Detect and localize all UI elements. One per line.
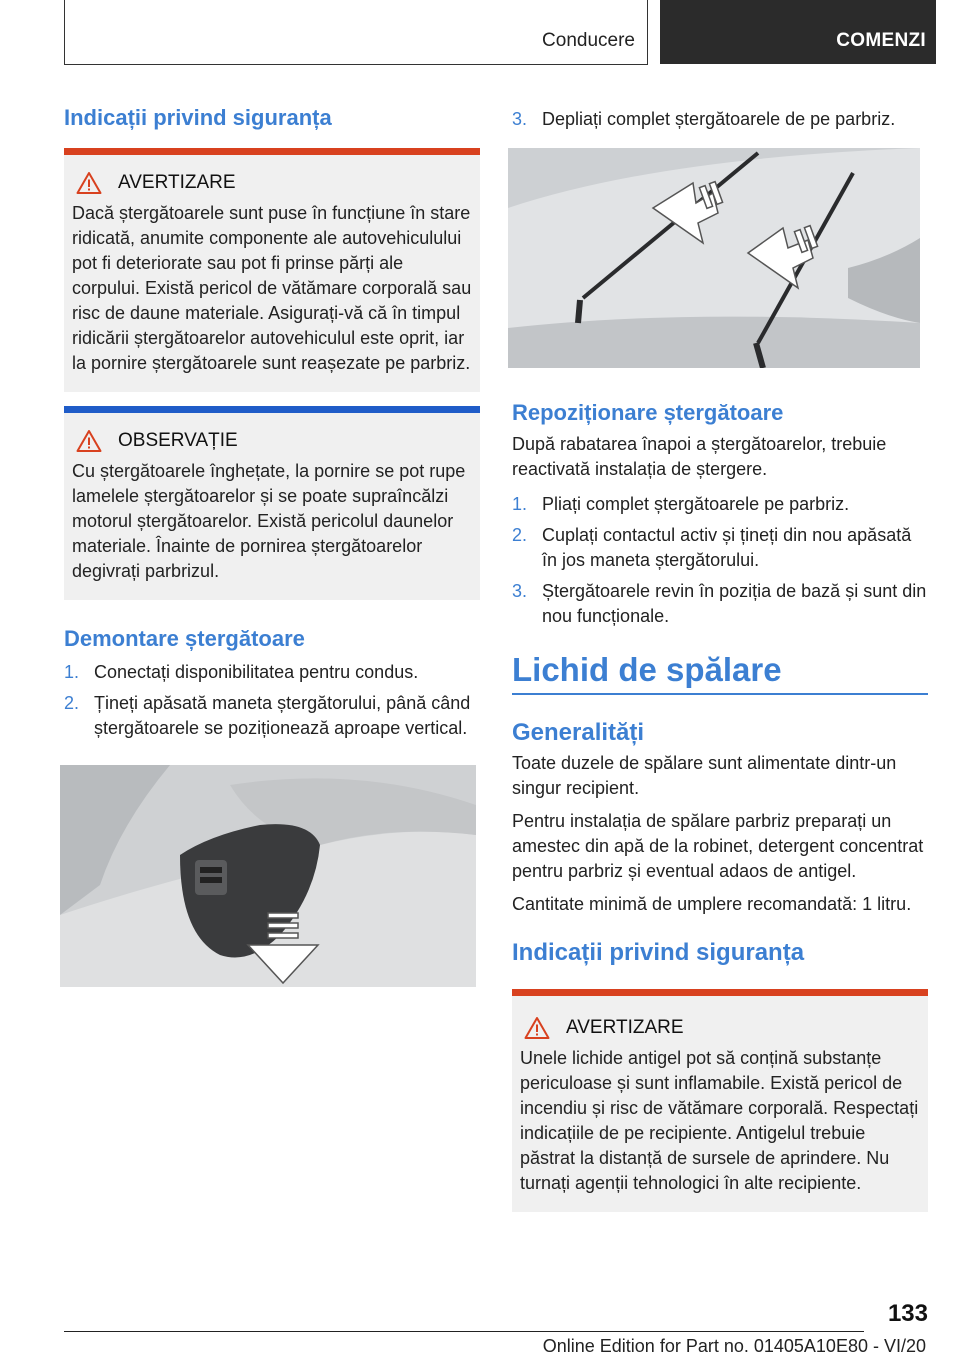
list-item <box>512 492 928 517</box>
general-paragraph-1: Toate duzele de spălare sunt alimentate dintr-un singur recipient. <box>512 753 897 798</box>
chapter-title: Lichid de spălare <box>512 651 782 688</box>
list-item <box>64 660 480 685</box>
warning-title: AVERTIZARE <box>118 172 236 193</box>
step-number: 1. <box>512 494 528 514</box>
wiper-lever-illustration <box>60 765 476 987</box>
header-section <box>64 0 648 64</box>
safety-heading: Indicații privind siguranța <box>64 105 332 130</box>
reposition-heading: Repoziționare ștergătoare <box>512 400 784 425</box>
unfold-step <box>512 107 928 132</box>
step-number: 3. <box>512 109 528 129</box>
header-rule <box>64 64 648 65</box>
general-heading: Generalități <box>512 719 645 746</box>
warning-text: Dacă ștergătoarele sunt puse în funcțiune în stare ridicată, anumite componente ale autovehiculului pot fi deteriorate sau pot fi prinse părți ale corpului. Există pericol de vătămare corporală sau risc de daune materiale. Asigurați-vă că în timpul ridicării ștergătoarelor autovehiculul este oprit, iar la pornire ștergătoarele sunt reașezate pe parbriz. <box>72 203 472 373</box>
note-box <box>64 406 480 600</box>
windshield-illustration <box>508 148 920 368</box>
step-number: 3. <box>512 581 528 601</box>
chapter-title-block <box>512 651 928 695</box>
warning-triangle-icon <box>76 171 102 195</box>
warning-triangle-icon <box>524 1016 550 1040</box>
warning-triangle-icon <box>76 429 102 453</box>
remove-wipers-heading: Demontare ștergătoare <box>64 626 305 651</box>
warning-title-row <box>72 171 472 195</box>
note-text: Cu ștergătoarele înghețate, la pornire se pot rupe lamelele ștergătoarelor și se poate supraîncălzi motorul ștergătoarelor. Există pericolul daunelor materiale. Înainte de pornirea ștergătoarelor degivrați parbrizul. <box>72 461 466 581</box>
header-chapter-title: COMENZI <box>836 30 926 51</box>
list-item <box>64 691 480 741</box>
remove-wipers-steps <box>64 660 480 741</box>
footer-rule <box>64 1331 864 1332</box>
step-text: Conectați disponibilitatea pentru condus. <box>94 662 419 682</box>
page-number: 133 <box>887 1300 928 1327</box>
header-chapter-tab <box>660 0 936 64</box>
warning-title-row <box>520 1016 920 1040</box>
step-text: Pliați complet ștergătoarele pe parbriz. <box>542 494 850 514</box>
warning-box <box>64 148 480 392</box>
note-title: OBSERVAȚIE <box>118 430 238 451</box>
step-text: Depliați complet ștergătoarele de pe parbriz. <box>542 109 896 129</box>
step-number: 1. <box>64 662 80 682</box>
list-item <box>512 579 928 629</box>
safety-heading-2: Indicații privind siguranța <box>512 939 805 966</box>
general-paragraph-2: Pentru instalația de spălare parbriz preparați un amestec din apă de la robinet, detergent concentrat pentru parbriz și eventual adaos de antigel. <box>512 811 924 881</box>
wiper-lever-photo <box>60 765 476 987</box>
step-number: 2. <box>512 525 528 545</box>
reposition-intro: După rabatarea înapoi a ștergătoarelor, trebuie reactivată instalația de ștergere. <box>512 434 887 479</box>
right-column <box>512 95 928 1212</box>
header-section-title: Conducere <box>542 30 635 51</box>
general-paragraph-3: Cantitate minimă de umplere recomandată: 1 litru. <box>512 894 912 914</box>
step-text: Țineți apăsată maneta ștergătorului, până când ștergătoarele se poziționează aproape vertical. <box>94 693 471 738</box>
list-item <box>512 523 928 573</box>
step-text: Cuplați contactul activ și țineți din nou apăsată în jos maneta ștergătorului. <box>542 525 912 570</box>
edition-text: Online Edition for Part no. 01405A10E80 - VI/20 <box>542 1336 926 1356</box>
reposition-steps <box>512 492 928 629</box>
step-number: 2. <box>64 693 80 713</box>
left-column <box>64 95 480 987</box>
warning-text: Unele lichide antigel pot să conțină substanțe periculoase și sunt inflamabile. Există pericol de incendiu și risc de vătămare corporală. Respectați indicațiile de pe recipiente. Antigelul trebuie păstrat la distanță de sursele de aprindere. Nu turnați agenții tehnologici în alte recipiente. <box>520 1048 919 1193</box>
windshield-wipers-photo <box>508 148 920 368</box>
header-divider <box>64 0 65 64</box>
list-item <box>512 107 928 132</box>
note-title-row <box>72 429 472 453</box>
step-text: Ștergătoarele revin în poziția de bază și sunt din nou funcționale. <box>542 581 927 626</box>
warning-title: AVERTIZARE <box>566 1017 684 1038</box>
warning-box-2 <box>512 989 928 1212</box>
